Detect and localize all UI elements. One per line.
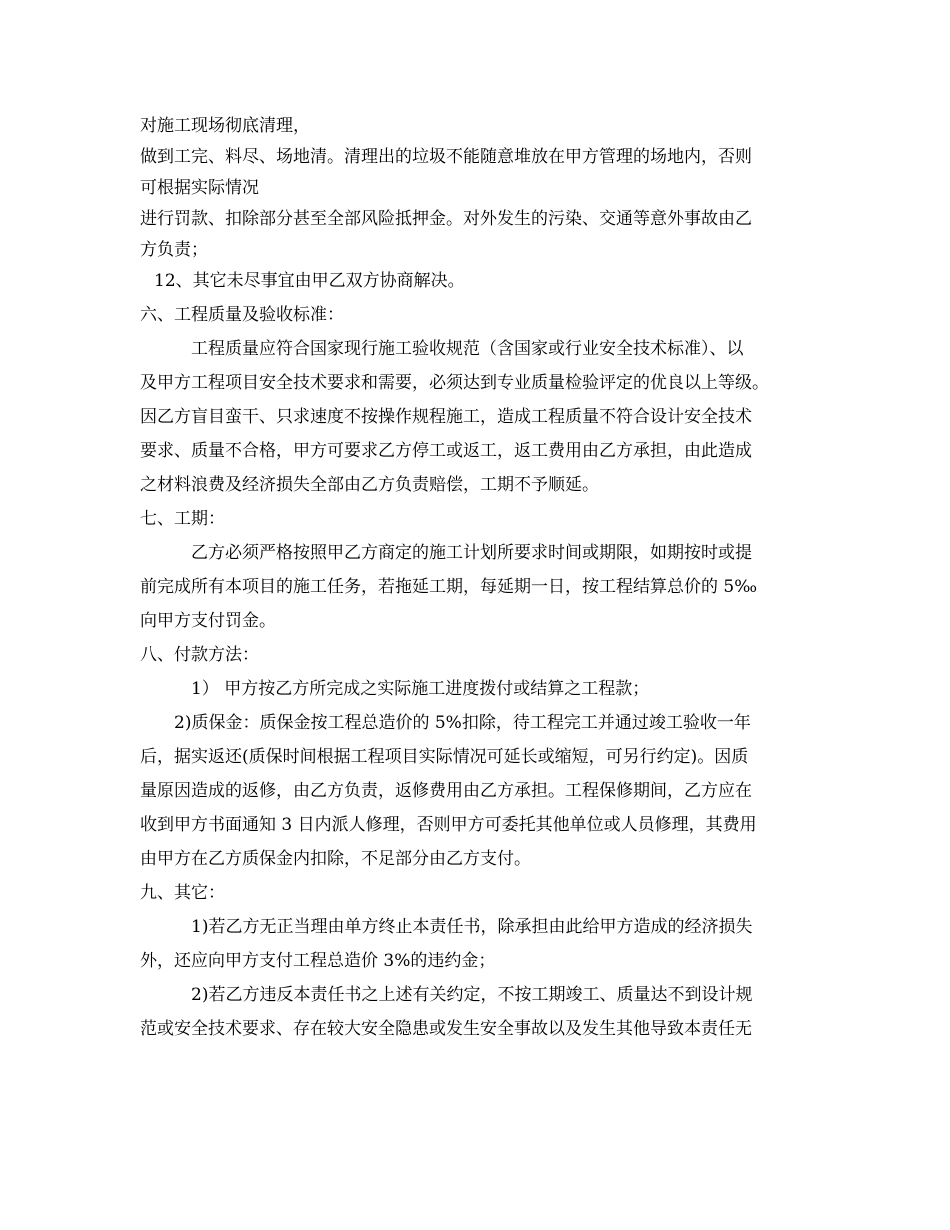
text-line: 工程质量应符合国家现行施工验收规范（含国家或行业安全技术标准）、以 (191, 339, 744, 359)
text-line: 量原因造成的返修，由乙方负责，返修费用由乙方承担。工程保修期间，乙方应在 (140, 781, 752, 801)
text-line: 及甲方工程项目安全技术要求和需要，必须达到专业质量检验评定的优良以上等级。 (140, 373, 769, 393)
text-line: 2)若乙方违反本责任书之上述有关约定，不按工期竣工、质量达不到设计规 (191, 985, 753, 1005)
text-line: 要求、质量不合格，甲方可要求乙方停工或返工，返工费用由乙方承担，由此造成 (140, 441, 752, 461)
text-line: 对施工现场彻底清理， (140, 116, 310, 136)
text-line: 之材料浪费及经济损失全部由乙方负责赔偿，工期不予顺延。 (140, 475, 599, 495)
text-line: 因乙方盲目蛮干、只求速度不按操作规程施工，造成工程质量不符合设计安全技术 (140, 407, 752, 427)
text-line: 进行罚款、扣除部分甚至全部风险抵押金。对外发生的污染、交通等意外事故由乙 (140, 209, 752, 229)
text-line: 范或安全技术要求、存在较大安全隐患或发生安全事故以及发生其他导致本责任无 (140, 1019, 752, 1039)
text-line: 做到工完、料尽、场地清。清理出的垃圾不能随意堆放在甲方管理的场地内，否则 (140, 147, 752, 167)
text-line: 收到甲方书面通知 3 日内派人修理，否则甲方可委托其他单位或人员修理，其费用 (140, 815, 757, 835)
section-heading: 九、其它： (140, 883, 225, 903)
section-heading: 七、工期： (140, 509, 225, 529)
text-line: 2)质保金：质保金按工程总造价的 5%扣除，待工程完工并通过竣工验收一年 (174, 713, 751, 733)
text-line: 12、其它未尽事宜由甲乙双方协商解决。 (154, 271, 465, 291)
text-line: 由甲方在乙方质保金内扣除，不足部分由乙方支付。 (140, 849, 531, 869)
text-line: 1） 甲方按乙方所完成之实际施工进度拨付或结算之工程款； (191, 679, 650, 699)
text-line: 方负责； (140, 240, 208, 260)
text-line: 前完成所有本项目的施工任务，若拖延工期，每延期一日，按工程结算总价的 5‰ (140, 577, 758, 597)
text-line: 1)若乙方无正当理由单方终止本责任书，除承担由此给甲方造成的经济损失 (191, 917, 753, 937)
text-line: 后，据实返还(质保时间根据工程项目实际情况可延长或缩短，可另行约定)。因质 (140, 747, 749, 767)
text-line: 外，还应向甲方支付工程总造价 3%的违约金； (140, 951, 496, 971)
text-line: 乙方必须严格按照甲乙方商定的施工计划所要求时间或期限，如期按时或提 (191, 543, 752, 563)
section-heading: 八、付款方法： (140, 645, 259, 665)
document-body (140, 112, 820, 1046)
text-line: 可根据实际情况 (140, 178, 259, 198)
text-line: 向甲方支付罚金。 (140, 611, 276, 631)
section-heading: 六、工程质量及验收标准： (140, 305, 344, 325)
